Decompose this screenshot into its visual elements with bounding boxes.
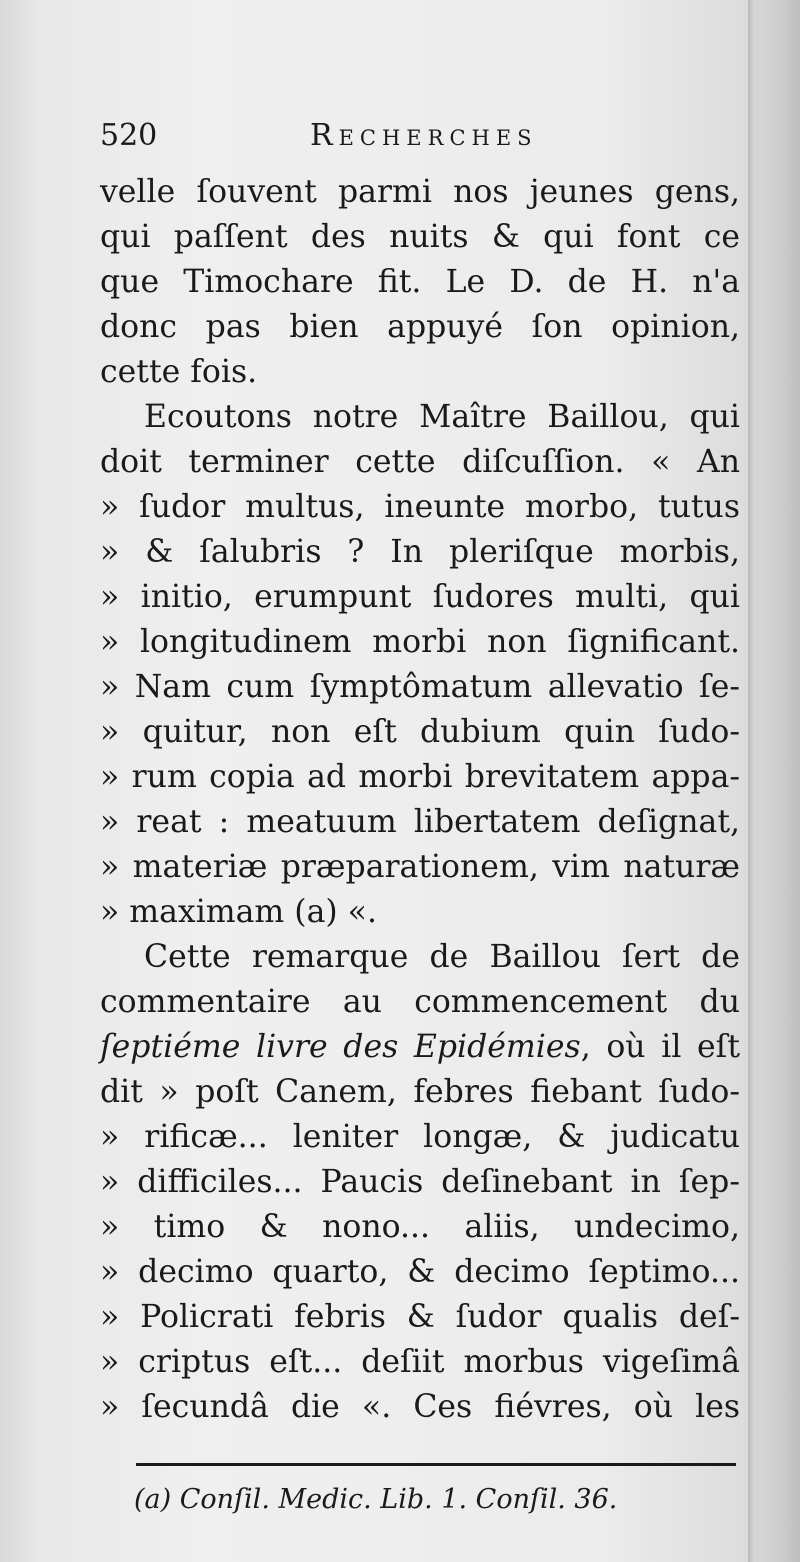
- text-line: » ſecundâ die «. Ces fiévres, où les: [100, 1389, 740, 1425]
- text-line: que Timochare fit. Le D. de H. n'a: [100, 264, 740, 300]
- text-line: » timo & nono... aliis, undecimo,: [100, 1209, 740, 1245]
- running-head: Recherches: [310, 118, 538, 153]
- text-line: doit terminer cette diſcuſſion. « An: [100, 444, 740, 480]
- italic-title: ſeptiéme livre des Epidémies: [100, 1029, 581, 1065]
- text-line: Ecoutons notre Maître Baillou, qui: [144, 399, 740, 435]
- text-line: velle ſouvent parmi nos jeunes gens,: [100, 174, 740, 210]
- text-line: Cette remarque de Baillou ſert de: [144, 939, 740, 975]
- page-number: 520: [100, 118, 158, 153]
- footnote-rule: [136, 1463, 736, 1466]
- footnote: (a) Conſil. Medic. Lib. 1. Conſil. 36.: [134, 1484, 618, 1515]
- text-line: » initio, erumpunt ſudores multi, qui: [100, 579, 740, 615]
- text-line: » rum copia ad morbi brevitatem appa-: [100, 759, 740, 795]
- page-header: [100, 118, 740, 162]
- text-line: » criptus eſt... deſiit morbus vigeſimâ: [100, 1344, 740, 1380]
- body-text: [100, 170, 740, 1430]
- text-line: dit » poſt Canem, febres fiebant ſudo-: [100, 1074, 740, 1110]
- book-gutter: [748, 0, 800, 1562]
- text-line: » materiæ præparationem, vim naturæ: [100, 849, 740, 885]
- text-line: cette fois.: [100, 354, 258, 390]
- text-line-tail: , où il eſt: [580, 1029, 740, 1065]
- text-line: » rificæ... leniter longæ, & judicatu: [100, 1119, 740, 1155]
- text-line: » maximam (a) «.: [100, 894, 377, 930]
- text-line: » quitur, non eſt dubium quin ſudo-: [100, 714, 740, 750]
- text-line: » reat : meatuum libertatem deſignat,: [100, 804, 740, 840]
- text-line: » & ſalubris ? In pleriſque morbis,: [100, 534, 740, 570]
- text-line: » Nam cum ſymptômatum allevatio ſe-: [100, 669, 740, 705]
- text-line: qui paſſent des nuits & qui font ce: [100, 219, 740, 255]
- text-line: » difficiles... Paucis deſinebant in ſep-: [100, 1164, 740, 1200]
- text-line: commentaire au commencement du: [100, 984, 740, 1020]
- text-line: » longitudinem morbi non ſignificant.: [100, 624, 740, 660]
- text-line: » decimo quarto, & decimo ſeptimo...: [100, 1254, 740, 1290]
- text-line: donc pas bien appuyé ſon opinion,: [100, 309, 740, 345]
- text-line-mixed: [100, 1025, 740, 1070]
- text-line: » Policrati febris & ſudor qualis deſ-: [100, 1299, 740, 1335]
- text-line: » ſudor multus, ineunte morbo, tutus: [100, 489, 740, 525]
